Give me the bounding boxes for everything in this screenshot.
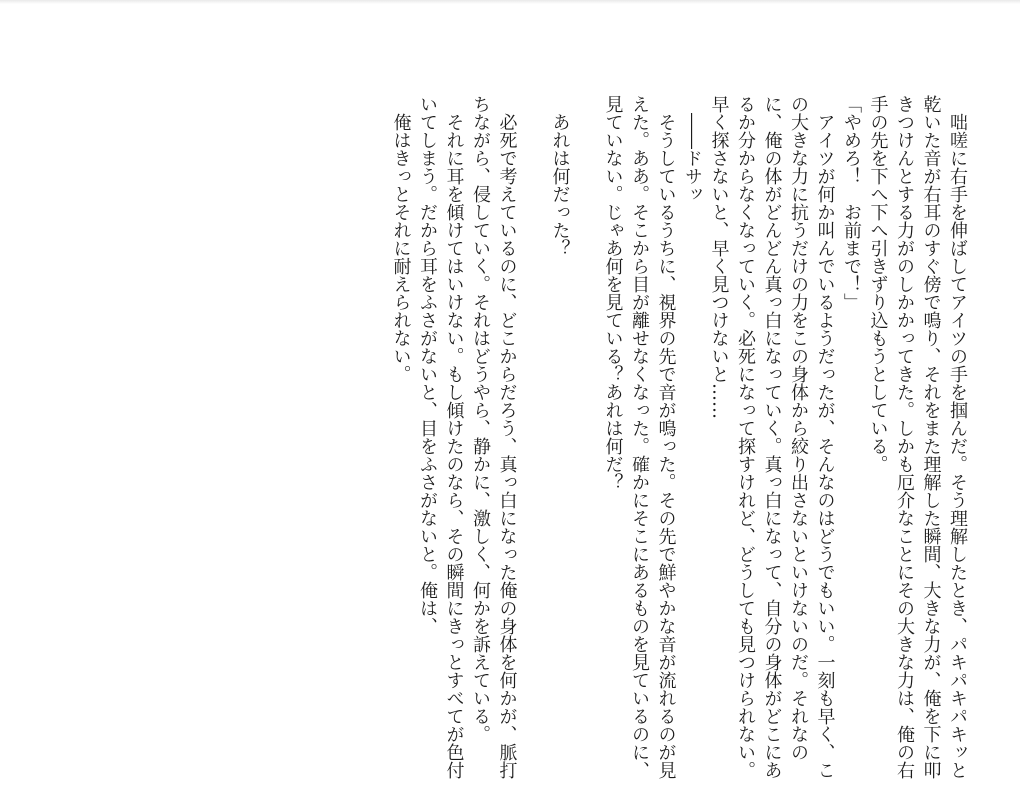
- paragraph-1: 咄嗟に右手を伸ばしてアイツの手を掴んだ。そう理解したとき、パキパキパキッと乾いた音が右耳のすぐ傍で鳴り、それをまた理解した瞬間、大きな力が、俺を下に叩きつけんとする力がのしかかってきた。しかも厄介なことにその大きな力は、俺の右手の先を下へ下へ引きずり込もうとしている。: [867, 95, 968, 779]
- blank-line: [520, 95, 547, 785]
- paragraph-6: 俺はきっとそれに耐えられない。: [390, 113, 412, 383]
- paragraph-4: 必死で考えているのに、どこからだろう、真っ白になった俺の身体を何かが、脈打ちながら、侵していく。それはどうやら、静かに、激しく、何かを訴えている。: [470, 95, 518, 779]
- paragraph-5: それに耳を傾けてはいけない。もし傾けたのなら、その瞬間にきっとすべてが色付いてしまう。だから耳をふさがないと、目をふさがないと。俺は、: [417, 95, 465, 779]
- sound-effect-line: ――ドサッ: [682, 113, 703, 203]
- paragraph-3: そうしているうちに、視界の先で音が鳴った。その先で鮮やかな音が流れるのが見えた。ああ。そこから目が離せなくなった。確かにそこにあるものを見ているのに、見ていない。じゃあ何を見ている？あれは何だ？: [602, 95, 677, 779]
- top-edge-shadow: [0, 0, 1020, 4]
- question-line: あれは何だった？: [549, 113, 571, 257]
- blank-line: [573, 95, 600, 785]
- dialogue-line: 「やめろ！ お前まで！」: [841, 95, 862, 311]
- vertical-text-page: [50, 95, 970, 785]
- paragraph-2: アイツが何か叫んでいるようだったが、そんなのはどうでもいい。一刻も早く、この大きな力に抗うだけの力をこの身体から絞り出さないといけないのだ。それなのに、俺の体がどんどん真っ白になっていく。真っ白になって、自分の身体がどこにあるか分からなくなっていく。必死になって探すけれど、どうしても見つけられない。早く探さないと、早く見つけないと……: [708, 95, 836, 779]
